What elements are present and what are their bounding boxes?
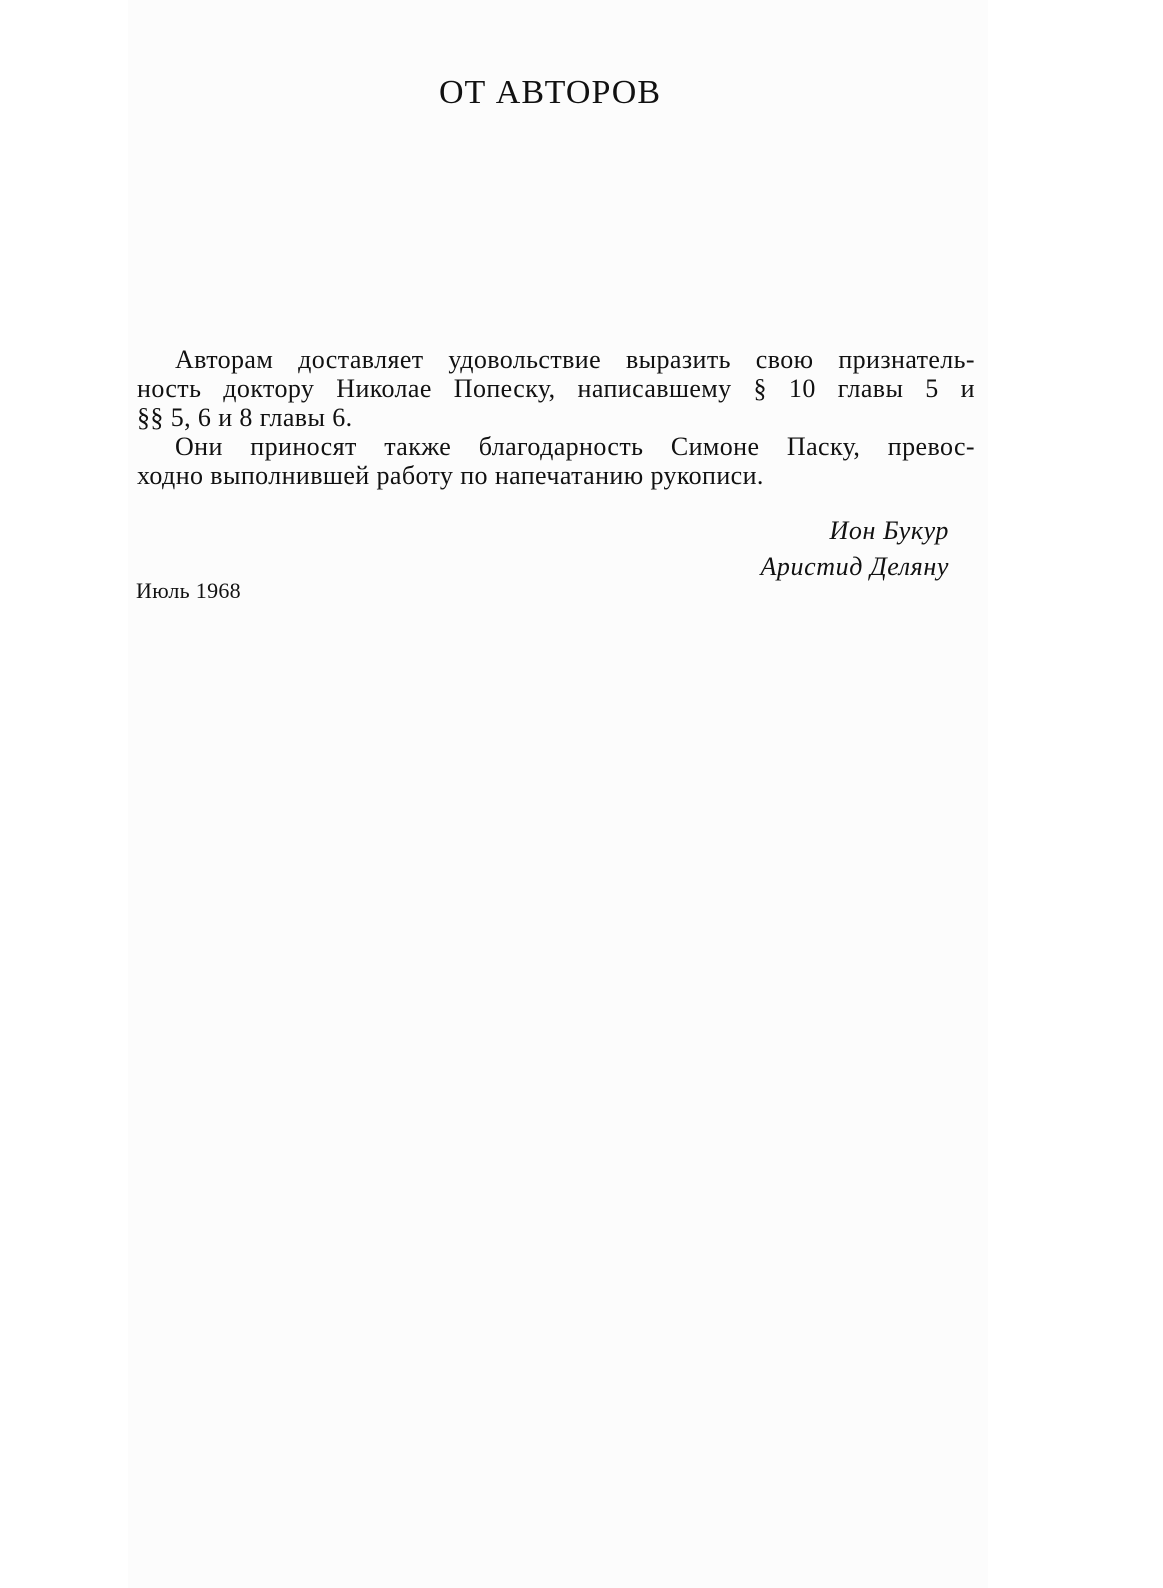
- author-signatures: [760, 513, 949, 585]
- paragraph-2-line-2: ходно выполнившей работу по напечатанию рукописи.: [137, 461, 764, 490]
- date-line: Июль 1968: [136, 578, 241, 603]
- author-name: Аристид Деляну: [760, 552, 949, 581]
- paragraph-2-line-1: Они приносят также благодарность Симоне Паску, превос-: [175, 432, 975, 461]
- paragraph-1-line-3: §§ 5, 6 и 8 главы 6.: [137, 403, 353, 432]
- acknowledgement-text: [137, 345, 975, 490]
- page-background: [128, 0, 988, 1588]
- author-name: Ион Букур: [829, 516, 949, 545]
- paragraph-1-line-2: ность доктору Николае Попеску, написавшему § 10 главы 5 и: [137, 374, 975, 403]
- paragraph-1-line-1: Авторам доставляет удовольствие выразить свою признатель-: [175, 345, 975, 374]
- page-title: ОТ АВТОРОВ: [438, 74, 662, 111]
